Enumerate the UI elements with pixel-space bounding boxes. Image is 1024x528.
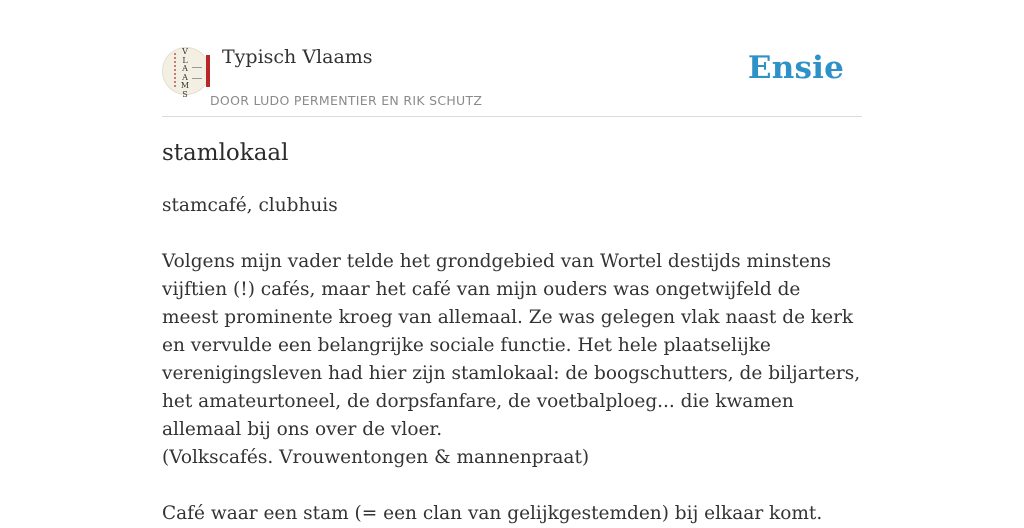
typisch-vlaams-logo-icon[interactable] xyxy=(162,47,210,99)
logo-red-bar xyxy=(206,55,210,87)
paragraph-gap xyxy=(162,472,862,500)
header xyxy=(162,0,862,117)
entry-word: stamlokaal xyxy=(162,140,289,166)
paragraph-gap xyxy=(162,220,862,248)
logo-letters: V L A A M S xyxy=(180,47,190,99)
entry-content xyxy=(162,192,862,528)
site-title[interactable]: Typisch Vlaams xyxy=(222,46,373,68)
entry-synonyms: stamcafé, clubhuis xyxy=(162,195,338,216)
entry-paragraph: Volgens mijn vader telde het grondgebied van Wortel destijds minstens vijftien (!) cafés, maar het café van mijn ouders was ongetwijfeld de meest prominente kroeg van allemaal. Ze was gelegen vlak naast de kerk en vervulde een belangrijke sociale functie. Het hele plaatselijke verenigingsleven had hier zijn stamlokaal: de boogschutters, de biljarters, het amateurtoneel, de dorpsfanfare, de voetbalploeg... die kwamen allemaal bij ons over de vloer. xyxy=(162,251,861,440)
logo-lines xyxy=(192,67,202,79)
authors-byline: DOOR LUDO PERMENTIER EN RIK SCHUTZ xyxy=(210,93,483,108)
entry-paragraph: Café waar een stam (= een clan van gelijkgestemden) bij elkaar komt. xyxy=(162,503,823,524)
logo-dots xyxy=(174,53,178,87)
ensie-brand-logo[interactable]: Ensie xyxy=(747,50,844,86)
entry-card xyxy=(162,0,862,524)
entry-source: (Volkscafés. Vrouwentongen & mannenpraat) xyxy=(162,447,590,468)
